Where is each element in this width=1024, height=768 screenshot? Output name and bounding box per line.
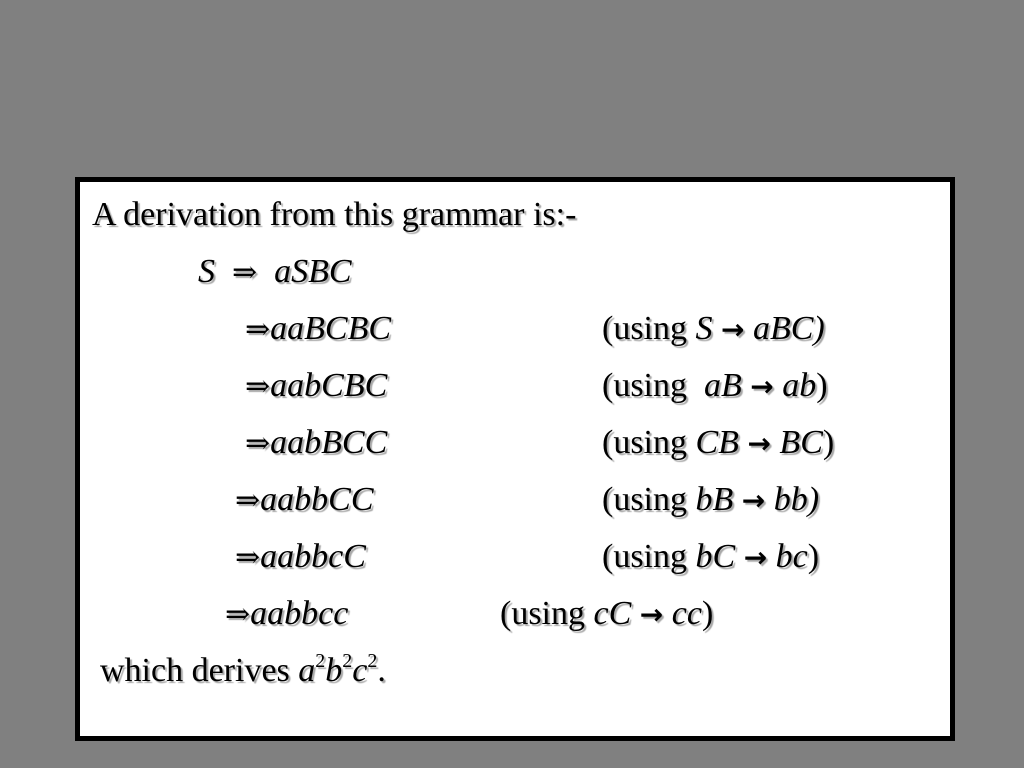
arrow-icon: → bbox=[639, 598, 664, 631]
rule-lhs: aB bbox=[704, 367, 742, 404]
rule-rhs: cc bbox=[671, 595, 702, 632]
rule-annotation bbox=[602, 366, 828, 407]
using-label: (using bbox=[602, 310, 687, 347]
sentential-form: aabbCC bbox=[260, 481, 374, 518]
sentential-form: aabCBC bbox=[270, 367, 388, 404]
rule-lhs: bC bbox=[695, 538, 736, 575]
implies-icon: ⇒ bbox=[245, 369, 271, 404]
period: . bbox=[377, 652, 386, 689]
derivation-step bbox=[245, 309, 391, 350]
rule-lhs: cC bbox=[593, 595, 632, 632]
sentential-form: aSBC bbox=[274, 253, 352, 290]
intro-text: A derivation from this grammar is:- bbox=[92, 196, 577, 233]
rule-rhs: bb bbox=[773, 481, 808, 518]
arrow-icon: → bbox=[743, 541, 768, 574]
var-b: b bbox=[325, 652, 343, 689]
implies-icon: ⇒ bbox=[232, 255, 258, 290]
exp-b: 2 bbox=[342, 649, 353, 672]
rule-annotation bbox=[602, 537, 819, 578]
exp-c: 2 bbox=[367, 649, 378, 672]
using-label: (using bbox=[602, 424, 687, 461]
implies-icon: ⇒ bbox=[245, 312, 271, 347]
implies-icon: ⇒ bbox=[245, 426, 271, 461]
derivation-step bbox=[225, 594, 348, 635]
derivation-step bbox=[235, 480, 374, 521]
close-paren: ) bbox=[816, 367, 828, 404]
arrow-icon: → bbox=[747, 427, 771, 460]
derivation-step bbox=[245, 423, 387, 464]
rule-lhs: S bbox=[695, 310, 713, 347]
using-label: (using bbox=[500, 595, 585, 632]
first-derivation-step bbox=[198, 252, 352, 293]
content-box bbox=[75, 177, 955, 741]
sentential-form: aabbcc bbox=[250, 595, 349, 632]
sentential-form: aaBCBC bbox=[270, 310, 392, 347]
rule-rhs: aBC bbox=[752, 310, 814, 347]
close-paren: ) bbox=[701, 595, 714, 632]
var-a: a bbox=[298, 652, 316, 689]
arrow-icon: → bbox=[721, 313, 745, 346]
close-paren: ) bbox=[813, 310, 825, 347]
rule-annotation bbox=[602, 309, 825, 350]
rule-rhs: bc bbox=[775, 538, 808, 575]
using-label: (using bbox=[602, 367, 687, 404]
close-paren: ) bbox=[807, 538, 820, 575]
conclusion-text bbox=[100, 651, 386, 691]
arrow-icon: → bbox=[741, 484, 766, 517]
rule-annotation bbox=[602, 423, 834, 464]
conclusion-label: which derives bbox=[100, 652, 299, 689]
derivation-step bbox=[235, 537, 366, 578]
implies-icon: ⇒ bbox=[225, 597, 251, 632]
sentential-form: aabbcC bbox=[260, 538, 366, 575]
derivation-step bbox=[245, 366, 387, 407]
close-paren: ) bbox=[822, 424, 835, 461]
implies-icon: ⇒ bbox=[235, 540, 261, 575]
rule-annotation bbox=[602, 480, 819, 521]
start-symbol: S bbox=[198, 253, 215, 290]
implies-icon: ⇒ bbox=[235, 483, 261, 518]
using-label: (using bbox=[602, 481, 687, 518]
exp-a: 2 bbox=[315, 649, 326, 672]
arrow-icon: → bbox=[750, 370, 774, 403]
sentential-form: aabBCC bbox=[270, 424, 388, 461]
rule-lhs: CB bbox=[695, 424, 739, 461]
rule-lhs: bB bbox=[695, 481, 734, 518]
rule-annotation bbox=[500, 594, 713, 635]
using-label: (using bbox=[602, 538, 687, 575]
var-c: c bbox=[352, 652, 368, 689]
rule-rhs: ab bbox=[782, 367, 817, 404]
close-paren: ) bbox=[807, 481, 820, 518]
rule-rhs: BC bbox=[779, 424, 823, 461]
